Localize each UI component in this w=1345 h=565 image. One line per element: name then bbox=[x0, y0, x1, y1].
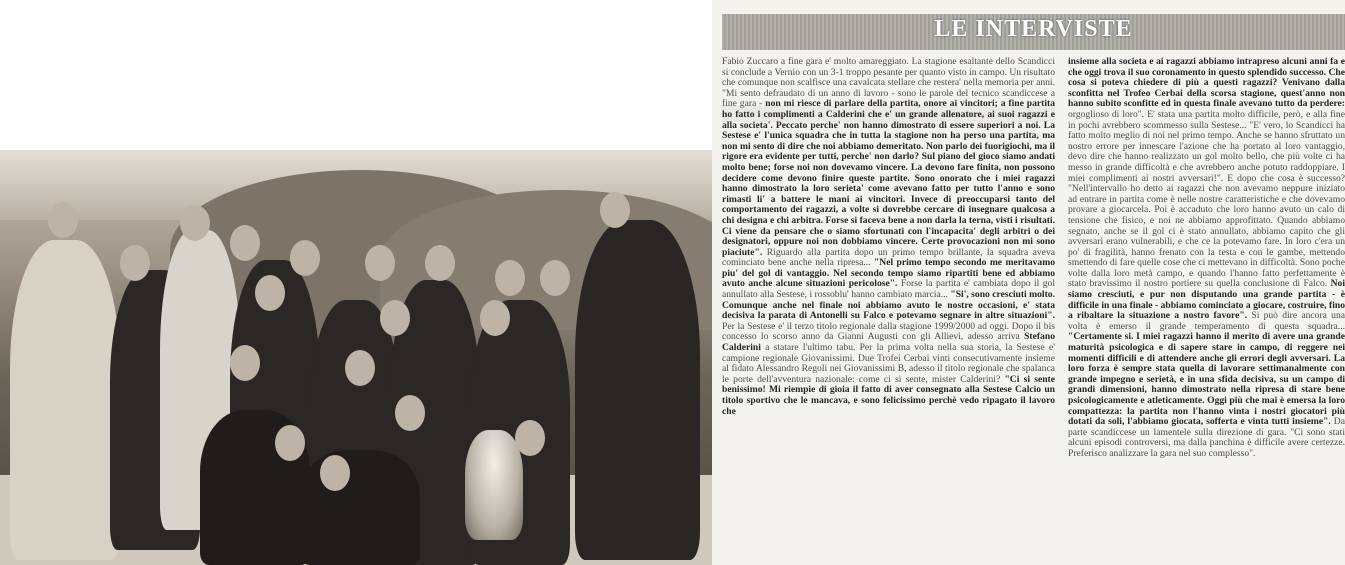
face bbox=[290, 240, 320, 276]
paragraph bbox=[722, 57, 1055, 417]
text-run-bold: "Si', sono cresciuti molto. Comunque anche nel finale noi abbiamo avuto le nostre occasioni, e' stata decisiva la parata di Antonelli su Falco e potevamo segnare in altre situazioni". bbox=[722, 289, 1055, 322]
text-run: Per la Sestese e' il terzo titolo regionale dalla stagione 1999/2000 ad oggi. Dopo il bis concesso lo scorso anno da Gianni Augusti con gli Allievi, adesso arriva bbox=[722, 320, 1055, 343]
article-column-1 bbox=[722, 57, 1055, 557]
face bbox=[230, 225, 260, 261]
text-run: Forse la partita e' cambiata dopo il gol annullato alla Sestese, i rossoblu' hanno cambiato marcia... bbox=[722, 278, 1055, 301]
man-in-suit bbox=[575, 220, 700, 560]
text-run: orgoglioso di loro". E' stata una partita molto difficile, però, e alla fine in pochi avrebbero scommesso sulla Sestese... "E' vero, lo Scandicci ha fatto molto meglio di noi nel primo tempo. Anche se hanno sfruttato un nostro errore per innescare l'azione che ha portato al loro vantaggio, devo dire che hanno realizzato un gol molto bello, che più volte ci ha messo in grande difficoltà e che avrebbero anche potuto raddoppiare. I miei complimenti ai nostri avversari!". E dopo che cosa è successo? "Nell'intervallo ho detto ai ragazzi che non avevamo neppure iniziato ad entrare in partita come è nelle nostre caratteristiche e che dovevamo provare a giocarcela. Poi è accaduto che loro hanno avuto un calo di tensione che fisico, e noi ne abbiamo approfittato. Quando abbiamo segnato, anche se il gol ci è stato annullato, abbiamo capito che gli avversari erano vulnerabili, e che ce la potevamo fare. In loro c'era un po' di fragilità, hanno frenato con la testa e con le gambe, mettendo smettendo di fare quelle cose che ci mettevano in difficoltà. Sono poche volte dalla loro metà campo, e quando l'hanno fatto perfettamente è stato bravissimo il nostro portiere su quella conclusione di Falco. bbox=[1068, 108, 1345, 290]
face bbox=[320, 455, 350, 491]
text-run-bold: insieme alla societa e ai ragazzi abbiamo intrapreso alcuni anni fa e che oggi trova il suo coronamento in questo splendido successo. Che cosa si poteva chiedere di più a questi ragazzi? Venivano dalla sconfitta nel Trofeo Cerbai della scorsa stagione, quest'anno non hanno subito sconfitte ed in questa finale avevano tutto da perdere: bbox=[1068, 57, 1345, 110]
face bbox=[120, 245, 150, 281]
face bbox=[540, 260, 570, 296]
face bbox=[230, 345, 260, 381]
text-run-bold: "Certamente si. I miei ragazzi hanno il merito di avere una grande maturità psicologica e di sapere stare in campo, di reggere nei momenti difficili e di attendere anche gli errori degli avversari. La loro forza è sempre stata quella di lavorare settimanalmente con grande impegno e serietà, e in una sfida decisiva, su un campo di grandi dimensioni, hanno dimostrato nella ripresa di stare bene psicologicamente e atleticamente. Oggi più che mai è emersa la loro compattezza: la partita non l'hanno vinta i nostri giocatori più dotati da soli, l'abbiamo giocata, sofferta e vinta tutti insieme". bbox=[1068, 331, 1345, 428]
text-run: Riguardo alla partita dopo un primo tempo brillante, la squadra aveva cominciato bene anche nella ripresa... bbox=[722, 246, 1055, 269]
text-run: Fabio Zuccaro a fine gara e' molto amareggiato. La stagione esaltante dello Scandicci si conclude a Vernio con un 3-1 troppo pesante per quanto visto in campo. Un risultato che comunque non scalfisce una cavalcata stellare che restera' nella memoria per anni. "Mi sento defraudato di un anno di lavoro - sono le parole del tecnico scandiccese a fine gara - bbox=[722, 57, 1055, 110]
paragraph bbox=[1068, 57, 1345, 460]
face bbox=[425, 245, 455, 281]
text-run: a statare l'ultimo tabu. Per la prima volta nella sua storia, la Sestese e' campione regionale Giovanissimi. Due Trofei Cerbai vinti consecutivamente insieme al fidato Alessandro Regoli nei Giovanissimi B, adesso il titolo regionale che spalanca le porte dell'avventura nazionale: come ci si sente, mister Calderini? bbox=[722, 342, 1055, 385]
face bbox=[395, 395, 425, 431]
text-run-bold: "Nel primo tempo secondo me meritavamo piu' del gol di vantaggio. Nel secondo tempo siamo ripartiti bene ed abbiamo avuto anche alcune situazioni pericolose". bbox=[722, 257, 1055, 290]
text-run-bold: non mi riesce di parlare della partita, onore ai vincitori; a fine partita ho fatto i complimenti a Calderini che e' un grande allenatore, ai suoi ragazzi e alla societa'. Peccato perche' non hanno dimostrato di essere superiori a noi. La Sestese e' l'unica squadra che in tutta la stagione non ha perso una partita, ma non mi sento di dire che noi abbiamo demeritato. Non parlo dei fuorigiochi, ma il rigore era evidente per tutti, perche' non darlo? Sul piano del gioco siamo andati molto bene; forse noi non dovevamo vincere. La devono fare finita, non possono decidere come devono finire queste partite. Sono onorato che i miei ragazzi hanno dimostrato la loro serieta' come avevano fatto per tutto l'anno e sono rimasti li' a battere le mani ai vincitori. Invece di preoccuparsi tanto del comportamento dei ragazzi, a volte si dovrebbe cercare di insegnare qualcosa a chi designa e chi arbitra. Forse si faceva bene a non darla la terna, visti i risultati. Ci viene da pensare che o siamo sfortunati con l'incapacita' degli arbitri o dei designatori, oppure noi non dobbiamo vincere. Certe provocazioni non mi sono piaciute". bbox=[722, 98, 1055, 258]
text-run-bold: "Ci si sente benissimo! Mi riempie di gioia il fatto di aver consegnato alla Sestese Calcio un titolo sportivo che le mancava, e sono felicissimo perchè vedo ripagato il lavoro che bbox=[722, 373, 1055, 417]
text-run: Si può dire ancora una volta è emerso il grande temperamento di questa squadra... bbox=[1068, 310, 1345, 332]
face bbox=[48, 202, 78, 238]
player bbox=[300, 450, 420, 565]
face bbox=[365, 245, 395, 281]
man-in-blazer bbox=[10, 240, 120, 560]
face bbox=[380, 300, 410, 336]
trophy bbox=[465, 430, 523, 540]
article-column-2 bbox=[1068, 57, 1345, 557]
face bbox=[255, 275, 285, 311]
face bbox=[480, 300, 510, 336]
text-run: Da parte scandiccese un lamentele sulla direzione di gara. "Ci sono stati alcuni episodi controversi, ma dalla panchina è difficile avere certezze. Preferisco analizzare la gara nel suo complesso". bbox=[1068, 416, 1345, 459]
section-title: LE INTERVISTE bbox=[934, 16, 1133, 42]
face bbox=[345, 350, 375, 386]
text-run-bold: Stefano Calderini bbox=[722, 331, 1055, 354]
text-run-bold: Noi siamo cresciuti, e pur non disputando una grande partita - è difficile in una finale - abbiamo cominciato a giocare, costruire, fino a ribaltare la situazione a nostro favore". bbox=[1068, 278, 1345, 322]
newspaper-page bbox=[712, 0, 1345, 565]
face bbox=[600, 192, 630, 228]
face bbox=[495, 260, 525, 296]
section-banner bbox=[722, 14, 1345, 50]
face bbox=[275, 425, 305, 461]
team-photo bbox=[0, 150, 712, 565]
face bbox=[180, 205, 210, 241]
